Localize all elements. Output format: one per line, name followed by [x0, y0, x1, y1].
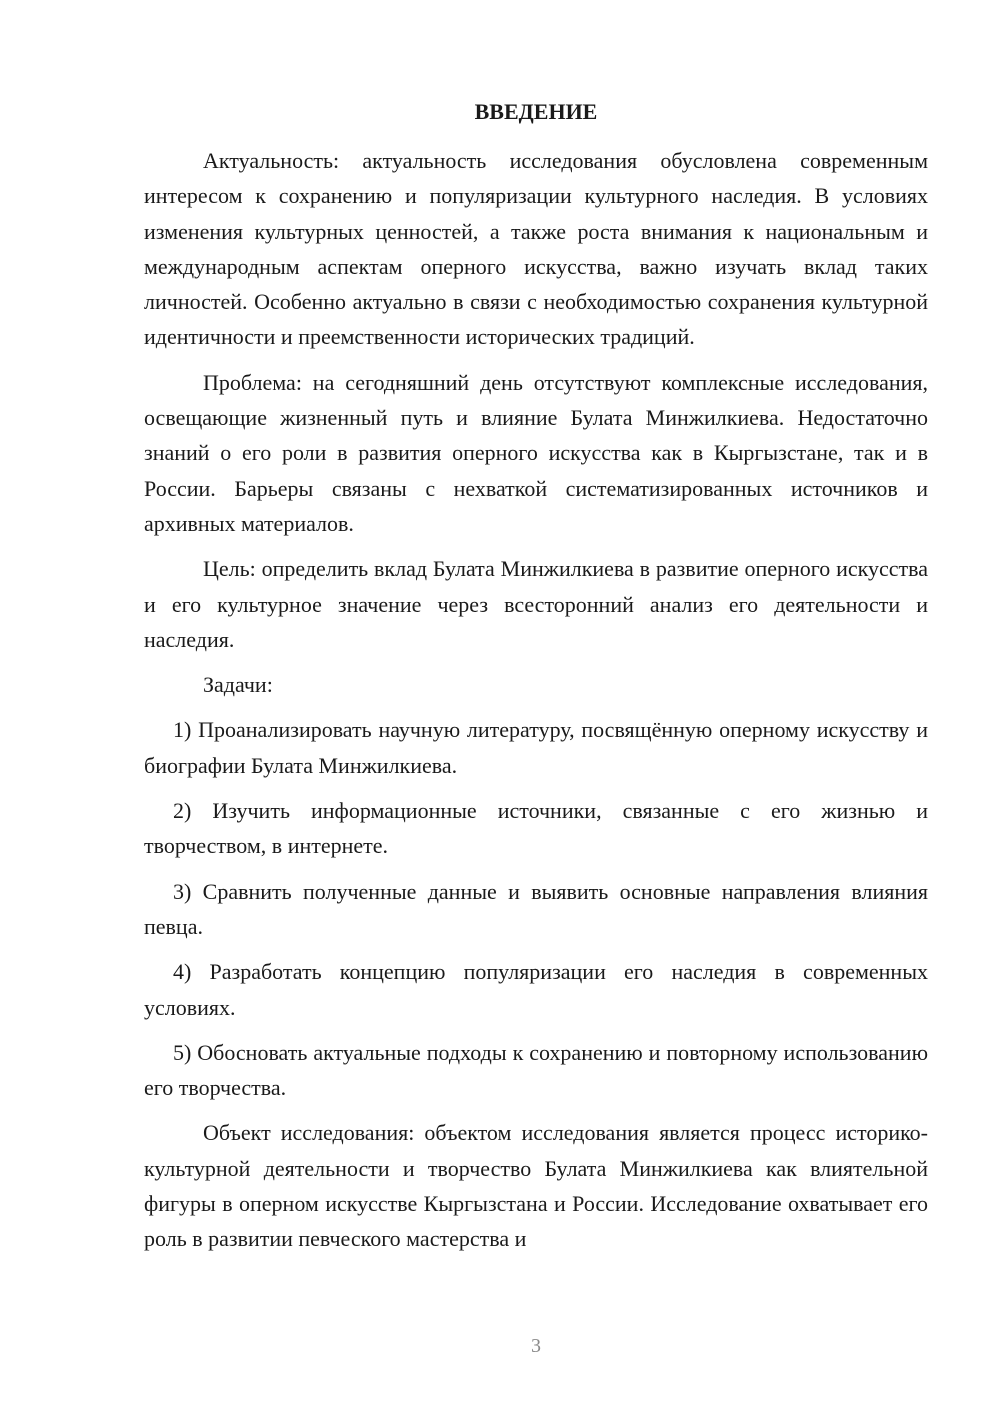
- task-item-5: 5) Обосновать актуальные подходы к сохранению и повторному использованию его творчества.: [144, 1039, 928, 1101]
- page-content: [144, 97, 928, 1257]
- task-item-2: 2) Изучить информационные источники, связанные с его жизнью и творчеством, в интернете.: [144, 798, 928, 859]
- paragraph-problem: Проблема: на сегодняшний день отсутствуют комплексные исследования, освещающие жизненный путь и влияние Булата Минжилкиева. Недостаточно знаний о его роли в развития оперного искусства как в Кыргызстане, так и в России. Барьеры связаны с нехваткой систематизированных источников и архивных материалов.: [144, 369, 928, 536]
- task-item-1: 1) Проанализировать научную литературу, посвящённую оперному искусству и биографии Булата Минжилкиева.: [144, 717, 928, 778]
- tasks-label: Задачи:: [203, 672, 273, 698]
- section-title: ВВЕДЕНИЕ: [474, 99, 598, 124]
- paragraph-relevance: Актуальность: актуальность исследования обусловлена современным интересом к сохранению и популяризации культурного наследия. В условиях изменения культурных ценностей, а также роста внимания к национальным и международным аспектам оперного искусства, важно изучать вклад таких личностей. Особенно актуально в связи с необходимостью сохранения культурной идентичности и преемственности исторических традиций.: [144, 148, 928, 350]
- paragraph-object: Объект исследования: объектом исследования является процесс историко-культурной деятельности и творчество Булата Минжилкиева как влиятельной фигуры в оперном искусстве Кыргызстана и России. Исследование охватывает его роль в развитии певческого мастерства и: [144, 1120, 928, 1252]
- task-item-3: 3) Сравнить полученные данные и выявить основные направления влияния певца.: [144, 878, 928, 939]
- task-item-4: 4) Разработать концепцию популяризации его наследия в современных условиях.: [144, 959, 928, 1020]
- paragraph-goal: Цель: определить вклад Булата Минжилкиева в развитие оперного искусства и его культурное значение через всесторонний анализ его деятельности и наследия.: [144, 556, 928, 652]
- page-number: 3: [531, 1335, 541, 1357]
